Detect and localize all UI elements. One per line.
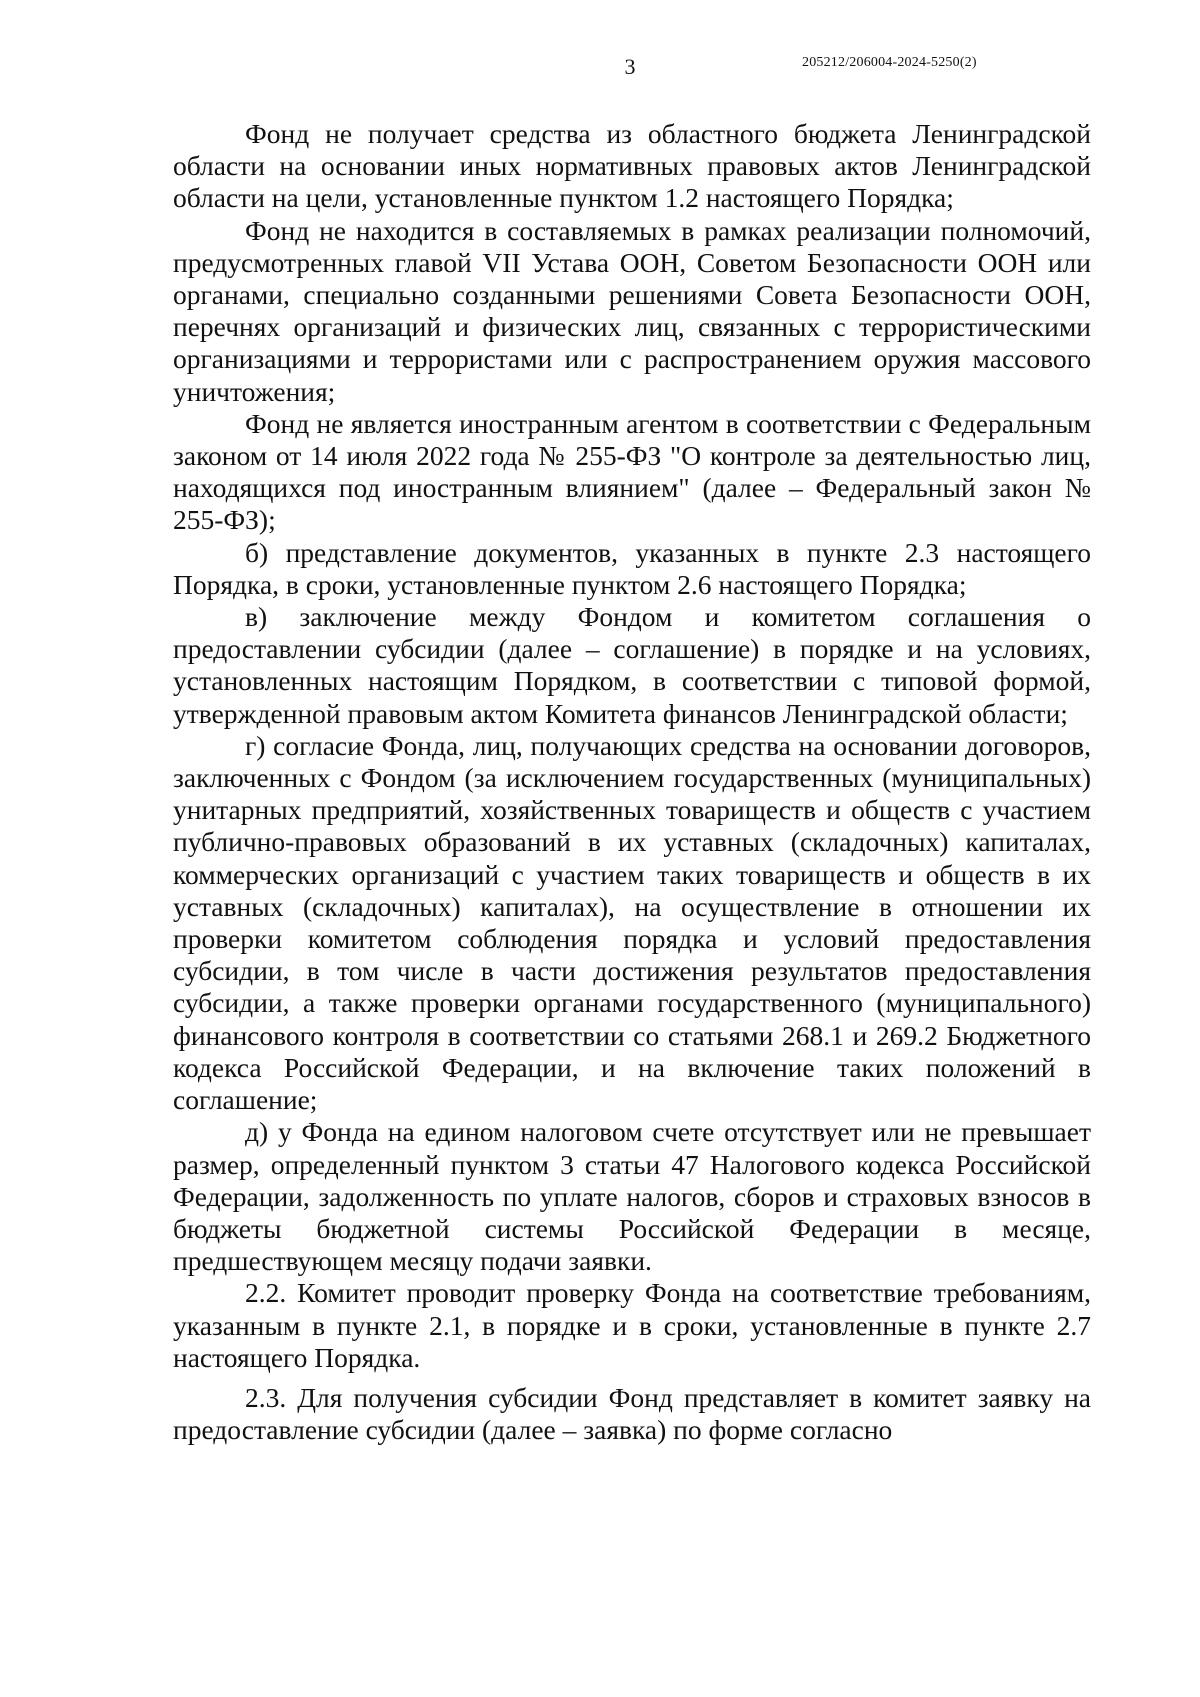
document-body (173, 118, 1091, 1446)
paragraph-item-d: д) у Фонда на едином налоговом счете отсутствует или не превышает размер, определенный пунктом 3 статьи 47 Налогового кодекса Российской Федерации, задолженность по уплате налогов, сборов и страховых взносов в бюджеты бюджетной системы Российской Федерации в месяце, предшествующем месяцу подачи заявки. (173, 1116, 1091, 1277)
paragraph-section-2-2: 2.2. Комитет проводит проверку Фонда на соответствие требованиям, указанным в пункте 2.1, в порядке и в сроки, установленные в пункте 2.7 настоящего Порядка. (173, 1277, 1091, 1373)
paragraph-item-g: г) согласие Фонда, лиц, получающих средства на основании договоров, заключенных с Фондом (за исключением государственных (муниципальных) унитарных предприятий, хозяйственных товариществ и обществ с участием публично-правовых образований в их уставных (складочных) капиталах, коммерческих организаций с участием таких товариществ и обществ в их уставных (складочных) капиталах), на осуществление в отношении их проверки комитетом соблюдения порядка и условий предоставления субсидии, в том числе в части достижения результатов предоставления субсидии, а также проверки органами государственного (муниципального) финансового контроля в соответствии со статьями 268.1 и 269.2 Бюджетного кодекса Российской Федерации, и на включение таких положений в соглашение; (173, 729, 1091, 1116)
page-number: 3 (624, 54, 636, 79)
document-id: 205212/206004-2024-5250(2) (802, 55, 977, 70)
paragraph-item-b: б) представление документов, указанных в пункте 2.3 настоящего Порядка, в сроки, установленные пунктом 2.6 настоящего Порядка; (173, 536, 1091, 600)
paragraph-section-2-3: 2.3. Для получения субсидии Фонд представляет в комитет заявку на предоставление субсидии (далее – заявка) по форме согласно (173, 1381, 1091, 1446)
paragraph-fund-not-foreign-agent: Фонд не является иностранным агентом в соответствии с Федеральным законом от 14 июля 2022 года № 255-ФЗ "О контроле за деятельностью лиц, находящихся под иностранным влиянием" (далее – Федеральный закон № 255-ФЗ); (173, 407, 1091, 536)
paragraph-fund-no-budget: Фонд не получает средства из областного бюджета Ленинградской области на основании иных нормативных правовых актов Ленинградской области на цели, установленные пунктом 1.2 настоящего Порядка; (173, 118, 1091, 214)
paragraph-item-v: в) заключение между Фондом и комитетом соглашения о предоставлении субсидии (далее – соглашение) в порядке и на условиях, установленных настоящим Порядком, в соответствии с типовой формой, утвержденной правовым актом Комитета финансов Ленинградской области; (173, 601, 1091, 729)
paragraph-fund-not-listed: Фонд не находится в составляемых в рамках реализации полномочий, предусмотренных главой VII Устава ООН, Советом Безопасности ООН или органами, специально созданными решениями Совета Безопасности ООН, перечнях организаций и физических лиц, связанных с террористическими организациями и террористами или с распространением оружия массового уничтожения; (173, 214, 1091, 407)
